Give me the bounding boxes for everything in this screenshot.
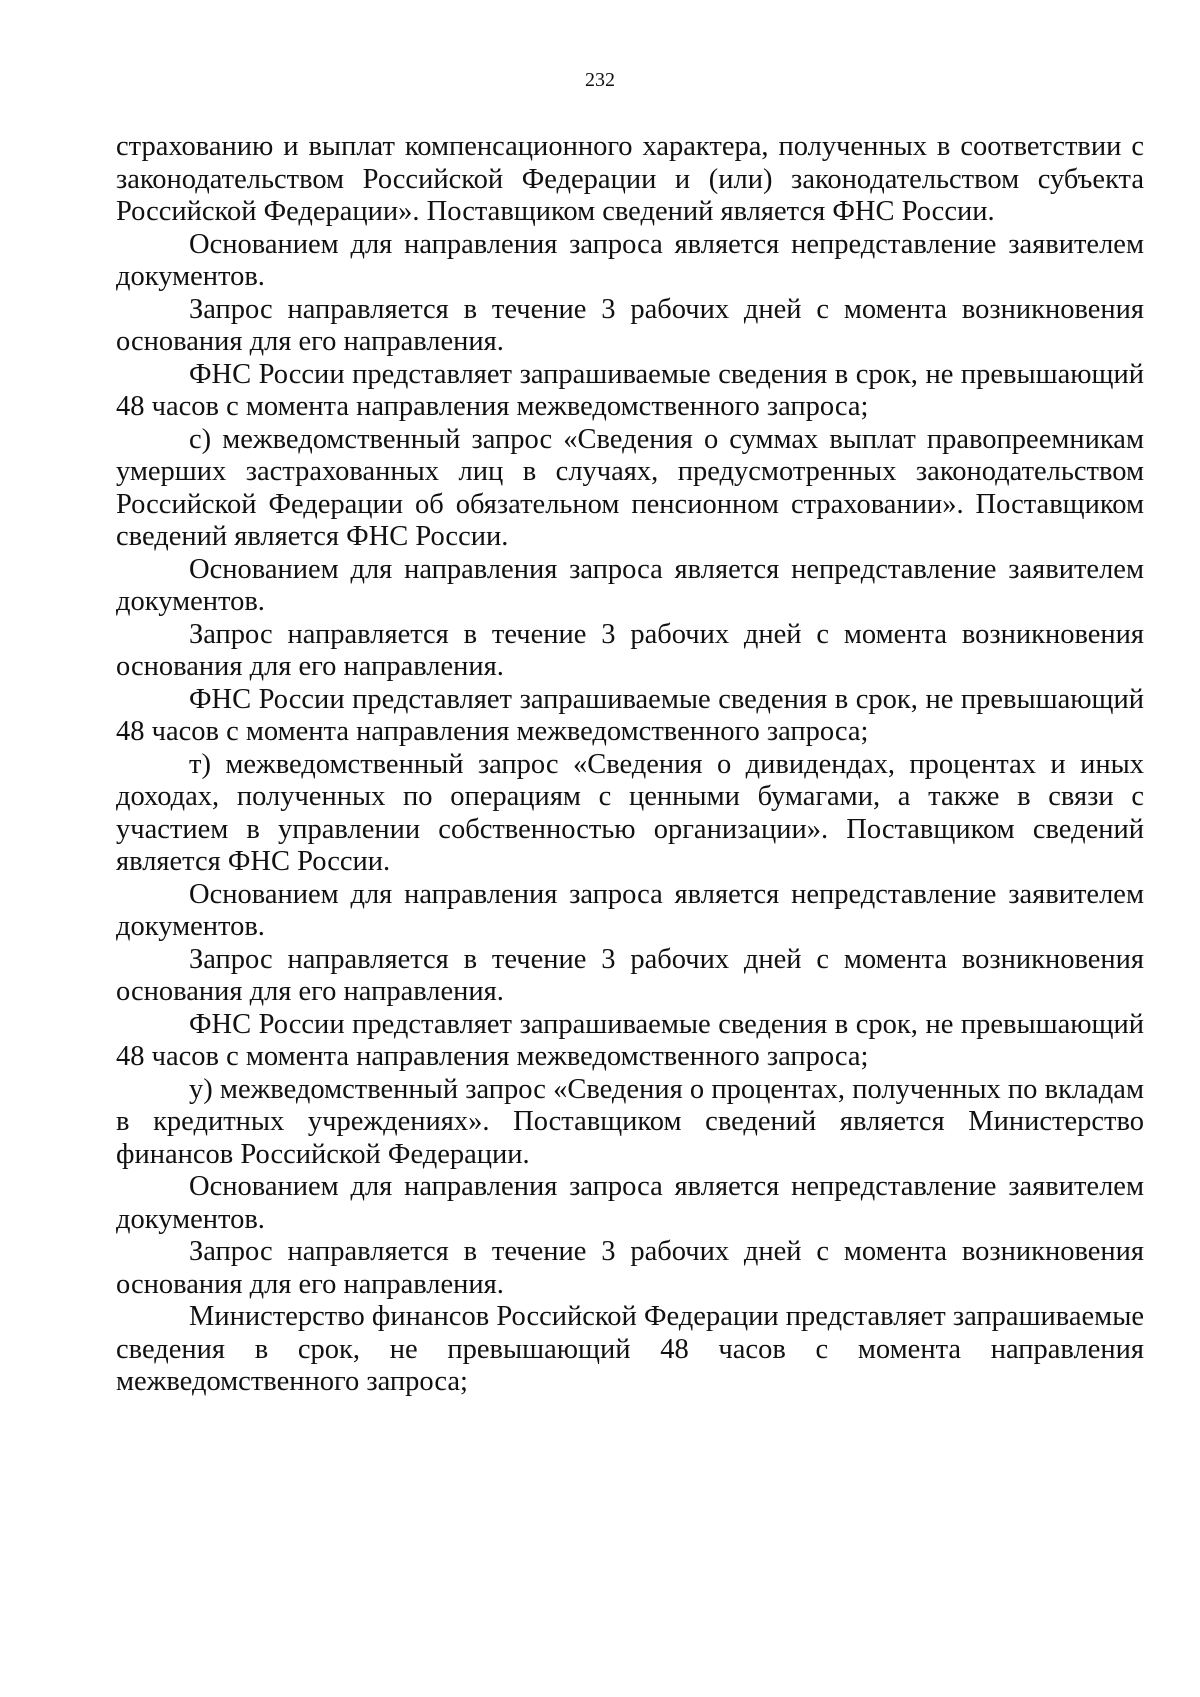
paragraph: Запрос направляется в течение 3 рабочих дней с момента возникновения основания для его направления. — [116, 943, 1144, 1007]
paragraph: у) межведомственный запрос «Сведения о процентах, полученных по вкладам в кредитных учреждениях». Поставщиком сведений является Министерство финансов Российской Федерации. — [116, 1073, 1144, 1170]
paragraph: Запрос направляется в течение 3 рабочих дней с момента возникновения основания для его направления. — [116, 618, 1144, 682]
paragraph: ФНС России представляет запрашиваемые сведения в срок, не превышающий 48 часов с момента направления межведомственного запроса; — [116, 1008, 1144, 1072]
paragraph: Основанием для направления запроса является непредставление заявителем документов. — [116, 228, 1144, 292]
paragraph: Министерство финансов Российской Федерации представляет запрашиваемые сведения в срок, не превышающий 48 часов с момента направления межведомственного запроса; — [116, 1301, 1144, 1397]
page-number: 232 — [585, 69, 615, 91]
paragraph: Запрос направляется в течение 3 рабочих дней с момента возникновения основания для его направления. — [116, 293, 1144, 357]
paragraph: ФНС России представляет запрашиваемые сведения в срок, не превышающий 48 часов с момента направления межведомственного запроса; — [116, 358, 1144, 422]
paragraph: страхованию и выплат компенсационного характера, полученных в соответствии с законодательством Российской Федерации и (или) законодательством субъекта Российской Федерации». Поставщиком сведений является ФНС России. — [116, 131, 1144, 227]
document-body — [116, 131, 1144, 1399]
paragraph: Запрос направляется в течение 3 рабочих дней с момента возникновения основания для его направления. — [116, 1236, 1144, 1300]
paragraph: т) межведомственный запрос «Сведения о дивидендах, процентах и иных доходах, полученных по операциям с ценными бумагами, а также в связи с участием в управлении собственностью организации». Поставщиком сведений является ФНС России. — [116, 748, 1144, 877]
paragraph: с) межведомственный запрос «Сведения о суммах выплат правопреемникам умерших застрахованных лиц в случаях, предусмотренных законодательством Российской Федерации об обязательном пенсионном страховании». Поставщиком сведений является ФНС России. — [116, 423, 1144, 552]
paragraph: Основанием для направления запроса является непредставление заявителем документов. — [116, 878, 1144, 942]
paragraph: ФНС России представляет запрашиваемые сведения в срок, не превышающий 48 часов с момента направления межведомственного запроса; — [116, 683, 1144, 747]
paragraph: Основанием для направления запроса является непредставление заявителем документов. — [116, 1171, 1144, 1235]
paragraph: Основанием для направления запроса является непредставление заявителем документов. — [116, 553, 1144, 617]
